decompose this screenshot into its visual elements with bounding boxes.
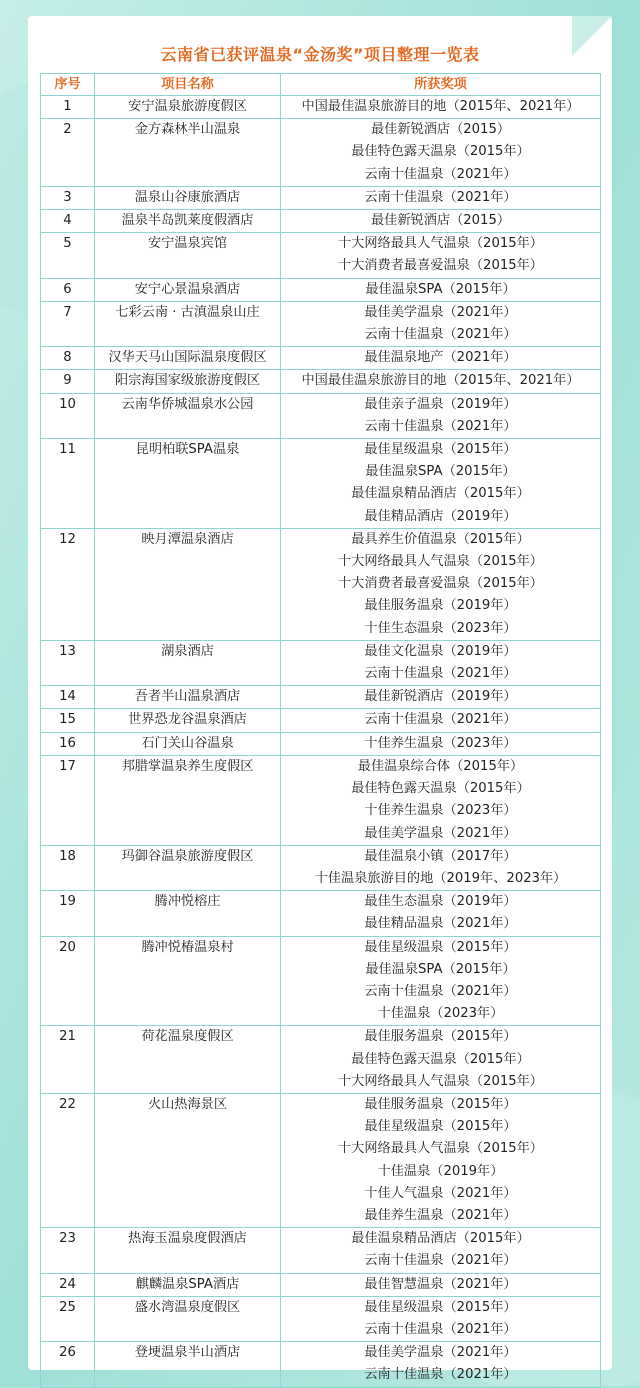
table-row — [41, 732, 601, 755]
table-row — [41, 845, 601, 890]
award-item: 云南十佳温泉（2021年） — [364, 1367, 517, 1383]
project-name: 腾冲悦榕庄 — [95, 891, 281, 936]
award-item: 十大网络最具人气温泉（2015年） — [338, 1141, 543, 1157]
row-number: 25 — [41, 1296, 95, 1341]
header-name: 项目名称 — [95, 74, 281, 96]
row-number: 1 — [41, 96, 95, 119]
award-item: 云南十佳温泉（2021年） — [364, 712, 517, 728]
row-number: 8 — [41, 347, 95, 370]
table-row — [41, 891, 601, 936]
row-number: 24 — [41, 1273, 95, 1296]
header-no: 序号 — [41, 74, 95, 96]
award-item: 最佳新锐酒店（2015） — [370, 213, 511, 229]
award-list — [281, 640, 601, 685]
row-number: 20 — [41, 936, 95, 1026]
table-row — [41, 186, 601, 209]
award-item: 最佳特色露天温泉（2015年） — [351, 144, 530, 160]
table-row — [41, 233, 601, 278]
award-item: 最佳服务温泉（2019年） — [364, 598, 517, 614]
award-item: 云南十佳温泉（2021年） — [364, 189, 517, 205]
row-number: 23 — [41, 1228, 95, 1273]
row-number: 15 — [41, 709, 95, 732]
award-item: 十佳人气温泉（2021年） — [364, 1185, 517, 1201]
project-name: 腾冲悦椿温泉村 — [95, 936, 281, 1026]
award-item: 最佳新锐酒店（2019年） — [364, 689, 517, 705]
table-row — [41, 439, 601, 529]
header-awards: 所获奖项 — [281, 74, 601, 96]
award-item: 最佳温泉SPA（2015年） — [365, 961, 516, 977]
project-name: 石门关山谷温泉 — [95, 732, 281, 755]
award-list — [281, 347, 601, 370]
row-number: 21 — [41, 1026, 95, 1094]
award-item: 最佳养生温泉（2021年） — [364, 1207, 517, 1223]
row-number: 9 — [41, 370, 95, 393]
award-item: 十佳养生温泉（2023年） — [364, 803, 517, 819]
award-item: 云南十佳温泉（2021年） — [364, 983, 517, 999]
project-name: 火山热海景区 — [95, 1093, 281, 1227]
award-item: 最佳美学温泉（2021年） — [364, 304, 517, 320]
table-card — [28, 16, 612, 1383]
table-row — [41, 528, 601, 640]
table-row — [41, 640, 601, 685]
project-name: 汉华天马山国际温泉度假区 — [95, 347, 281, 370]
award-item: 云南十佳温泉（2021年） — [364, 166, 517, 182]
table-header-row — [41, 74, 601, 96]
award-item: 云南十佳温泉（2021年） — [364, 1253, 517, 1269]
award-list — [281, 732, 601, 755]
project-name: 阳宗海国家级旅游度假区 — [95, 370, 281, 393]
award-item: 云南十佳温泉（2021年） — [364, 327, 517, 343]
row-number: 14 — [41, 686, 95, 709]
project-name: 温泉半岛凯莱度假酒店 — [95, 210, 281, 233]
table-row — [41, 119, 601, 187]
table-row — [41, 278, 601, 301]
award-list — [281, 1026, 601, 1094]
award-list — [281, 96, 601, 119]
award-item: 十大网络最具人气温泉（2015年） — [338, 236, 543, 252]
award-list — [281, 1228, 601, 1273]
project-name: 安宁温泉宾馆 — [95, 233, 281, 278]
award-item: 最佳温泉小镇（2017年） — [364, 848, 517, 864]
award-item: 十大消费者最喜爱温泉（2015年） — [338, 576, 543, 592]
project-name: 安宁心景温泉酒店 — [95, 278, 281, 301]
project-name: 荷花温泉度假区 — [95, 1026, 281, 1094]
table-body — [41, 96, 601, 1388]
project-name: 安宁温泉旅游度假区 — [95, 96, 281, 119]
award-item: 最佳星级温泉（2015年） — [364, 1119, 517, 1135]
award-list — [281, 528, 601, 640]
table-row — [41, 1093, 601, 1227]
project-name: 邦腊掌温泉养生度假区 — [95, 755, 281, 845]
row-number: 10 — [41, 393, 95, 438]
award-item: 十佳温泉（2019年） — [377, 1163, 504, 1179]
award-item: 十佳温泉（2023年） — [377, 1006, 504, 1022]
project-name: 盛水湾温泉度假区 — [95, 1296, 281, 1341]
table-row — [41, 755, 601, 845]
row-number: 7 — [41, 301, 95, 346]
award-item: 云南十佳温泉（2021年） — [364, 418, 517, 434]
award-item: 最佳特色露天温泉（2015年） — [351, 781, 530, 797]
award-item: 最佳智慧温泉（2021年） — [364, 1276, 517, 1292]
project-name: 七彩云南 · 古滇温泉山庄 — [95, 301, 281, 346]
award-item: 最佳星级温泉（2015年） — [364, 442, 517, 458]
table-row — [41, 1273, 601, 1296]
award-list — [281, 845, 601, 890]
row-number: 2 — [41, 119, 95, 187]
award-list — [281, 186, 601, 209]
row-number: 4 — [41, 210, 95, 233]
award-item: 最佳生态温泉（2019年） — [364, 894, 517, 910]
award-item: 最佳文化温泉（2019年） — [364, 643, 517, 659]
project-name: 吾者半山温泉酒店 — [95, 686, 281, 709]
award-item: 十佳生态温泉（2023年） — [364, 620, 517, 636]
award-item: 最佳温泉SPA（2015年） — [365, 464, 516, 480]
table-row — [41, 709, 601, 732]
row-number: 5 — [41, 233, 95, 278]
table-row — [41, 347, 601, 370]
award-item: 最佳温泉精品酒店（2015年） — [351, 486, 530, 502]
table-row — [41, 393, 601, 438]
award-item: 十大网络最具人气温泉（2015年） — [338, 554, 543, 570]
award-list — [281, 278, 601, 301]
project-name: 映月潭温泉酒店 — [95, 528, 281, 640]
project-name: 金方森林半山温泉 — [95, 119, 281, 187]
award-item: 十佳养生温泉（2023年） — [364, 735, 517, 751]
award-item: 最具养生价值温泉（2015年） — [351, 531, 530, 547]
award-item: 十大消费者最喜爱温泉（2015年） — [338, 258, 543, 274]
table-row — [41, 96, 601, 119]
award-item: 云南十佳温泉（2021年） — [364, 666, 517, 682]
project-name: 昆明柏联SPA温泉 — [95, 439, 281, 529]
table-row — [41, 1026, 601, 1094]
award-list — [281, 709, 601, 732]
award-item: 最佳温泉精品酒店（2015年） — [351, 1231, 530, 1247]
page-title: 云南省已获评温泉“金汤奖”项目整理一览表 — [160, 45, 480, 64]
award-item: 最佳服务温泉（2015年） — [364, 1096, 517, 1112]
award-item: 中国最佳温泉旅游目的地（2015年、2021年） — [301, 99, 580, 114]
award-item: 云南十佳温泉（2021年） — [364, 1321, 517, 1337]
project-name: 热海玉温泉度假酒店 — [95, 1228, 281, 1273]
award-table — [40, 73, 601, 1388]
project-name: 世界恐龙谷温泉酒店 — [95, 709, 281, 732]
row-number: 17 — [41, 755, 95, 845]
award-list — [281, 301, 601, 346]
award-item: 最佳亲子温泉（2019年） — [364, 396, 517, 412]
project-name: 麒麟温泉SPA酒店 — [95, 1273, 281, 1296]
award-list — [281, 1342, 601, 1387]
project-name: 登埂温泉半山酒店 — [95, 1342, 281, 1387]
table-row — [41, 1296, 601, 1341]
award-item: 最佳温泉综合体（2015年） — [357, 758, 524, 774]
award-list — [281, 1273, 601, 1296]
project-name: 温泉山谷康旅酒店 — [95, 186, 281, 209]
project-name: 玛御谷温泉旅游度假区 — [95, 845, 281, 890]
award-item: 最佳美学温泉（2021年） — [364, 825, 517, 841]
project-name: 云南华侨城温泉水公园 — [95, 393, 281, 438]
table-row — [41, 301, 601, 346]
project-name: 湖泉酒店 — [95, 640, 281, 685]
award-list — [281, 439, 601, 529]
row-number: 3 — [41, 186, 95, 209]
award-item: 最佳服务温泉（2015年） — [364, 1029, 517, 1045]
award-item: 十大网络最具人气温泉（2015年） — [338, 1073, 543, 1089]
row-number: 18 — [41, 845, 95, 890]
award-item: 最佳新锐酒店（2015） — [370, 122, 511, 138]
row-number: 11 — [41, 439, 95, 529]
award-list — [281, 755, 601, 845]
award-list — [281, 393, 601, 438]
table-row — [41, 1342, 601, 1387]
award-list — [281, 233, 601, 278]
award-list — [281, 936, 601, 1026]
row-number: 22 — [41, 1093, 95, 1227]
award-item: 最佳特色露天温泉（2015年） — [351, 1051, 530, 1067]
award-item: 最佳星级温泉（2015年） — [364, 939, 517, 955]
row-number: 12 — [41, 528, 95, 640]
award-list — [281, 210, 601, 233]
award-list — [281, 370, 601, 393]
award-list — [281, 1296, 601, 1341]
table-row — [41, 210, 601, 233]
row-number: 13 — [41, 640, 95, 685]
table-row — [41, 370, 601, 393]
row-number: 26 — [41, 1342, 95, 1387]
award-item: 最佳美学温泉（2021年） — [364, 1345, 517, 1361]
award-item: 最佳温泉地产（2021年） — [364, 350, 517, 366]
award-item: 最佳精品酒店（2019年） — [364, 508, 517, 524]
award-list — [281, 119, 601, 187]
table-row — [41, 686, 601, 709]
award-list — [281, 891, 601, 936]
row-number: 16 — [41, 732, 95, 755]
award-item: 十佳温泉旅游目的地（2019年、2023年） — [314, 870, 567, 886]
table-row — [41, 936, 601, 1026]
row-number: 6 — [41, 278, 95, 301]
award-list — [281, 686, 601, 709]
award-list — [281, 1093, 601, 1227]
award-item: 最佳星级温泉（2015年） — [364, 1299, 517, 1315]
table-row — [41, 1228, 601, 1273]
award-item: 最佳温泉SPA（2015年） — [365, 281, 516, 297]
award-item: 最佳精品温泉（2021年） — [364, 916, 517, 932]
award-item: 中国最佳温泉旅游目的地（2015年、2021年） — [301, 373, 580, 389]
row-number: 19 — [41, 891, 95, 936]
